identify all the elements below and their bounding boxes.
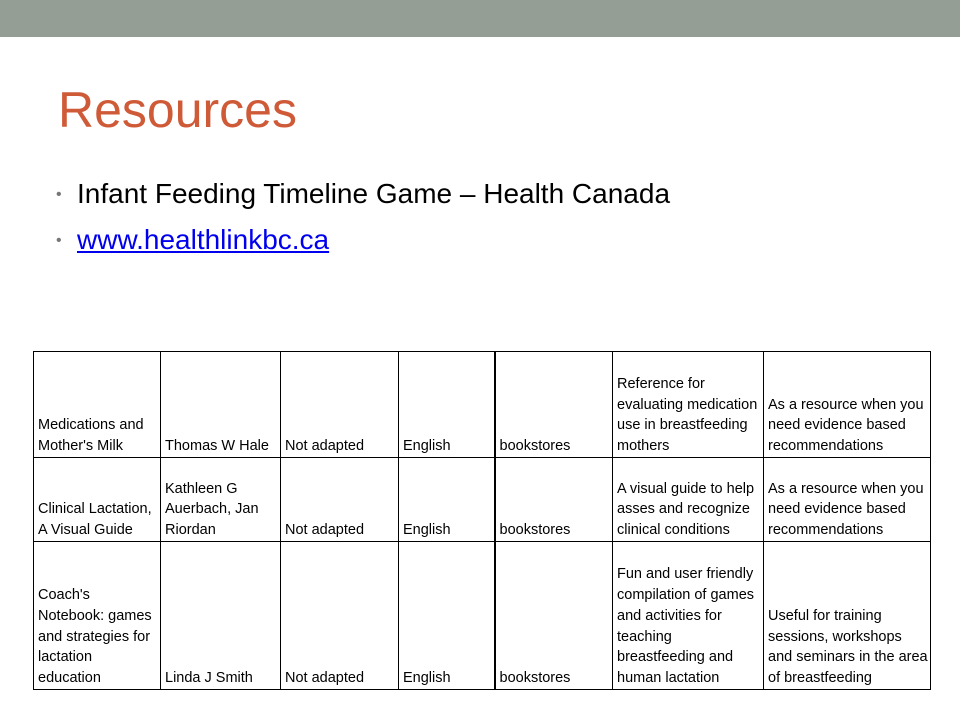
cell-adapted: Not adapted — [281, 458, 399, 542]
cell-adapted: Not adapted — [281, 352, 399, 458]
bullet-list — [56, 174, 670, 266]
slide-title: Resources — [58, 82, 297, 138]
cell-description: A visual guide to help asses and recognize clinical conditions — [613, 458, 764, 542]
cell-availability: bookstores — [495, 542, 613, 690]
cell-author: Kathleen G Auerbach, Jan Riordan — [161, 458, 281, 542]
bullet-text-game: Infant Feeding Timeline Game – Health Canada — [77, 178, 671, 209]
bullet-item — [56, 174, 670, 220]
cell-description: Fun and user friendly compilation of games and activities for teaching breastfeeding and human lactation — [613, 542, 764, 690]
cell-language: English — [399, 458, 495, 542]
cell-language: English — [399, 542, 495, 690]
cell-description: Reference for evaluating medication use in breastfeeding mothers — [613, 352, 764, 458]
cell-use: Useful for training sessions, workshops and seminars in the area of breastfeeding — [764, 542, 931, 690]
bullet-item — [56, 220, 670, 266]
resources-table — [33, 351, 931, 690]
table-row — [34, 542, 931, 690]
cell-use: As a resource when you need evidence based recommendations — [764, 352, 931, 458]
cell-use: As a resource when you need evidence based recommendations — [764, 458, 931, 542]
cell-availability: bookstores — [495, 458, 613, 542]
cell-author: Linda J Smith — [161, 542, 281, 690]
cell-availability: bookstores — [495, 352, 613, 458]
cell-adapted: Not adapted — [281, 542, 399, 690]
cell-title: Coach's Notebook: games and strategies for lactation education — [34, 542, 161, 690]
cell-title: Medications and Mother's Milk — [34, 352, 161, 458]
table-row — [34, 458, 931, 542]
bullet-icon: • — [56, 232, 62, 249]
healthlinkbc-link[interactable]: www.healthlinkbc.ca — [77, 224, 330, 255]
bullet-icon: • — [56, 186, 62, 203]
top-accent-bar — [0, 0, 960, 37]
cell-author: Thomas W Hale — [161, 352, 281, 458]
cell-title: Clinical Lactation, A Visual Guide — [34, 458, 161, 542]
table-row — [34, 352, 931, 458]
cell-language: English — [399, 352, 495, 458]
